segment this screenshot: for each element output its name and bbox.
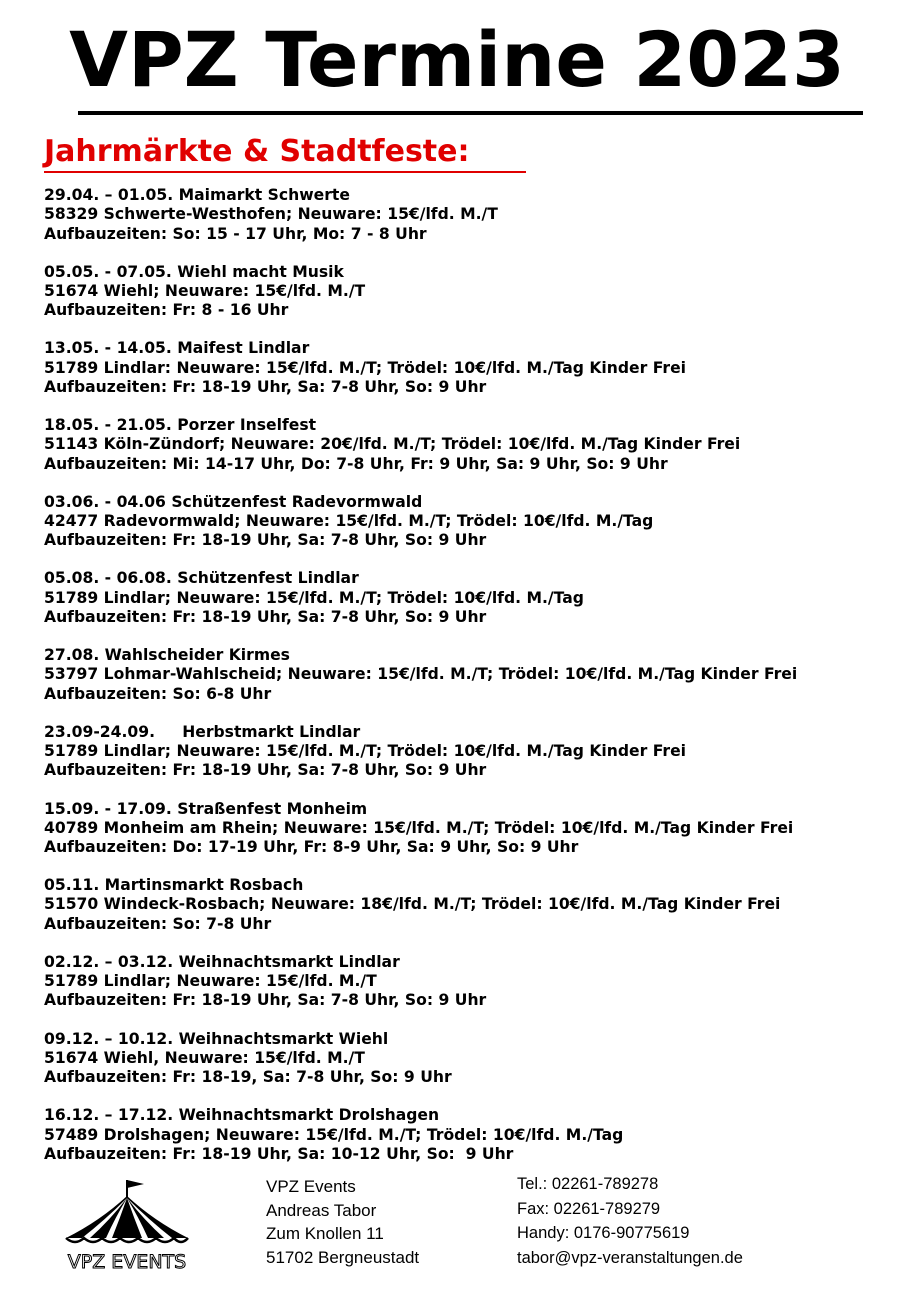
- event-entry: [44, 339, 904, 416]
- event-entry: [44, 953, 904, 1030]
- event-location-prices: 58329 Schwerte-Westhofen; Neuware: 15€/lfd. M./T: [44, 205, 498, 224]
- event-setup-times: Aufbauzeiten: Mi: 14-17 Uhr, Do: 7-8 Uhr, Fr: 9 Uhr, Sa: 9 Uhr, So: 9 Uhr: [44, 454, 668, 473]
- event-setup-times: Aufbauzeiten: Fr: 18-19 Uhr, Sa: 7-8 Uhr, So: 9 Uhr: [44, 377, 487, 396]
- page-title: VPZ Termine 2023: [69, 15, 845, 104]
- event-date-title: 27.08. Wahlscheider Kirmes: [44, 646, 290, 665]
- event-date-title: 18.05. - 21.05. Porzer Inselfest: [44, 416, 317, 435]
- event-location-prices: 51674 Wiehl; Neuware: 15€/lfd. M./T: [44, 281, 366, 300]
- event-setup-times: Aufbauzeiten: Fr: 18-19 Uhr, Sa: 7-8 Uhr, So: 9 Uhr: [44, 761, 487, 780]
- section-heading: Jahrmärkte & Stadtfeste:: [44, 134, 470, 169]
- section-heading-underline: [44, 171, 526, 173]
- event-entry: [44, 416, 904, 493]
- contact-block: [517, 1172, 743, 1270]
- mobile-number: Handy: 0176-90775619: [517, 1224, 690, 1242]
- vpz-events-logo: [60, 1176, 195, 1276]
- event-setup-times: Aufbauzeiten: So: 15 - 17 Uhr, Mo: 7 - 8 Uhr: [44, 224, 427, 243]
- event-location-prices: 40789 Monheim am Rhein; Neuware: 15€/lfd. M./T; Trödel: 10€/lfd. M./Tag Kinder Frei: [44, 818, 794, 837]
- event-date-title: 09.12. – 10.12. Weihnachtsmarkt Wiehl: [44, 1029, 389, 1048]
- event-setup-times: Aufbauzeiten: Fr: 18-19 Uhr, Sa: 10-12 Uhr, So: 9 Uhr: [44, 1144, 514, 1163]
- event-setup-times: Aufbauzeiten: Fr: 18-19, Sa: 7-8 Uhr, So: 9 Uhr: [44, 1068, 452, 1087]
- street-address: Zum Knollen 11: [266, 1224, 384, 1243]
- event-date-title: 13.05. - 14.05. Maifest Lindlar: [44, 339, 310, 358]
- event-date-title: 16.12. – 17.12. Weihnachtsmarkt Drolshagen: [44, 1106, 440, 1125]
- event-date-title: 29.04. – 01.05. Maimarkt Schwerte: [44, 186, 350, 204]
- event-setup-times: Aufbauzeiten: So: 7-8 Uhr: [44, 914, 272, 933]
- event-date-title: 05.11. Martinsmarkt Rosbach: [44, 876, 304, 895]
- phone-number: Tel.: 02261-789278: [517, 1175, 659, 1193]
- event-location-prices: 42477 Radevormwald; Neuware: 15€/lfd. M./T; Trödel: 10€/lfd. M./Tag: [44, 512, 654, 531]
- event-location-prices: 53797 Lohmar-Wahlscheid; Neuware: 15€/lfd. M./T; Trödel: 10€/lfd. M./Tag Kinder Frei: [44, 665, 798, 684]
- event-location-prices: 51789 Lindlar; Neuware: 15€/lfd. M./T; Trödel: 10€/lfd. M./Tag Kinder Frei: [44, 742, 687, 761]
- event-date-title: 05.05. - 07.05. Wiehl macht Musik: [44, 262, 344, 281]
- contact-person: Andreas Tabor: [266, 1200, 377, 1220]
- event-date-title: 05.08. - 06.08. Schützenfest Lindlar: [44, 569, 359, 588]
- event-entry: [44, 263, 904, 340]
- event-list: [44, 186, 904, 1183]
- event-setup-times: Aufbauzeiten: Fr: 8 - 16 Uhr: [44, 301, 289, 320]
- event-location-prices: 51789 Lindlar: Neuware: 15€/lfd. M./T; Trödel: 10€/lfd. M./Tag Kinder Frei: [44, 358, 687, 377]
- company-name: VPZ Events: [266, 1177, 356, 1196]
- event-entry: [44, 876, 904, 953]
- event-setup-times: Aufbauzeiten: So: 6-8 Uhr: [44, 684, 272, 703]
- email-address: tabor@vpz-veranstaltungen.de: [517, 1248, 743, 1267]
- event-location-prices: 51674 Wiehl, Neuware: 15€/lfd. M./T: [44, 1048, 365, 1067]
- event-date-title: 02.12. – 03.12. Weihnachtsmarkt Lindlar: [44, 952, 400, 971]
- event-location-prices: 57489 Drolshagen; Neuware: 15€/lfd. M./T; Trödel: 10€/lfd. M./Tag: [44, 1125, 624, 1144]
- event-location-prices: 51789 Lindlar; Neuware: 15€/lfd. M./T; Trödel: 10€/lfd. M./Tag: [44, 588, 584, 607]
- event-location-prices: 51570 Windeck-Rosbach; Neuware: 18€/lfd. M./T; Trödel: 10€/lfd. M./Tag Kinder Frei: [44, 895, 781, 914]
- svg-text:VPZ EVENTS: VPZ EVENTS: [67, 1251, 187, 1273]
- event-setup-times: Aufbauzeiten: Fr: 18-19 Uhr, Sa: 7-8 Uhr, So: 9 Uhr: [44, 608, 487, 627]
- event-entry: [44, 493, 904, 570]
- title-divider: [78, 111, 863, 115]
- event-entry: [44, 569, 904, 646]
- event-date-title: 23.09-24.09. Herbstmarkt Lindlar: [44, 722, 361, 741]
- event-entry: [44, 723, 904, 800]
- event-entry: [44, 800, 904, 877]
- event-entry: [44, 186, 904, 263]
- event-setup-times: Aufbauzeiten: Do: 17-19 Uhr, Fr: 8-9 Uhr, Sa: 9 Uhr, So: 9 Uhr: [44, 838, 579, 857]
- postal-city: 51702 Bergneustadt: [266, 1247, 420, 1267]
- address-block: [266, 1175, 419, 1269]
- event-date-title: 15.09. - 17.09. Straßenfest Monheim: [44, 799, 368, 818]
- event-entry: [44, 1030, 904, 1107]
- fax-number: Fax: 02261-789279: [517, 1199, 661, 1218]
- event-location-prices: 51789 Lindlar; Neuware: 15€/lfd. M./T: [44, 972, 377, 991]
- event-setup-times: Aufbauzeiten: Fr: 18-19 Uhr, Sa: 7-8 Uhr, So: 9 Uhr: [44, 531, 487, 550]
- footer: [0, 1170, 914, 1280]
- event-setup-times: Aufbauzeiten: Fr: 18-19 Uhr, Sa: 7-8 Uhr, So: 9 Uhr: [44, 991, 487, 1010]
- event-location-prices: 51143 Köln-Zündorf; Neuware: 20€/lfd. M./T; Trödel: 10€/lfd. M./Tag Kinder Frei: [44, 435, 741, 454]
- event-entry: [44, 646, 904, 723]
- event-date-title: 03.06. - 04.06 Schützenfest Radevormwald: [44, 492, 423, 511]
